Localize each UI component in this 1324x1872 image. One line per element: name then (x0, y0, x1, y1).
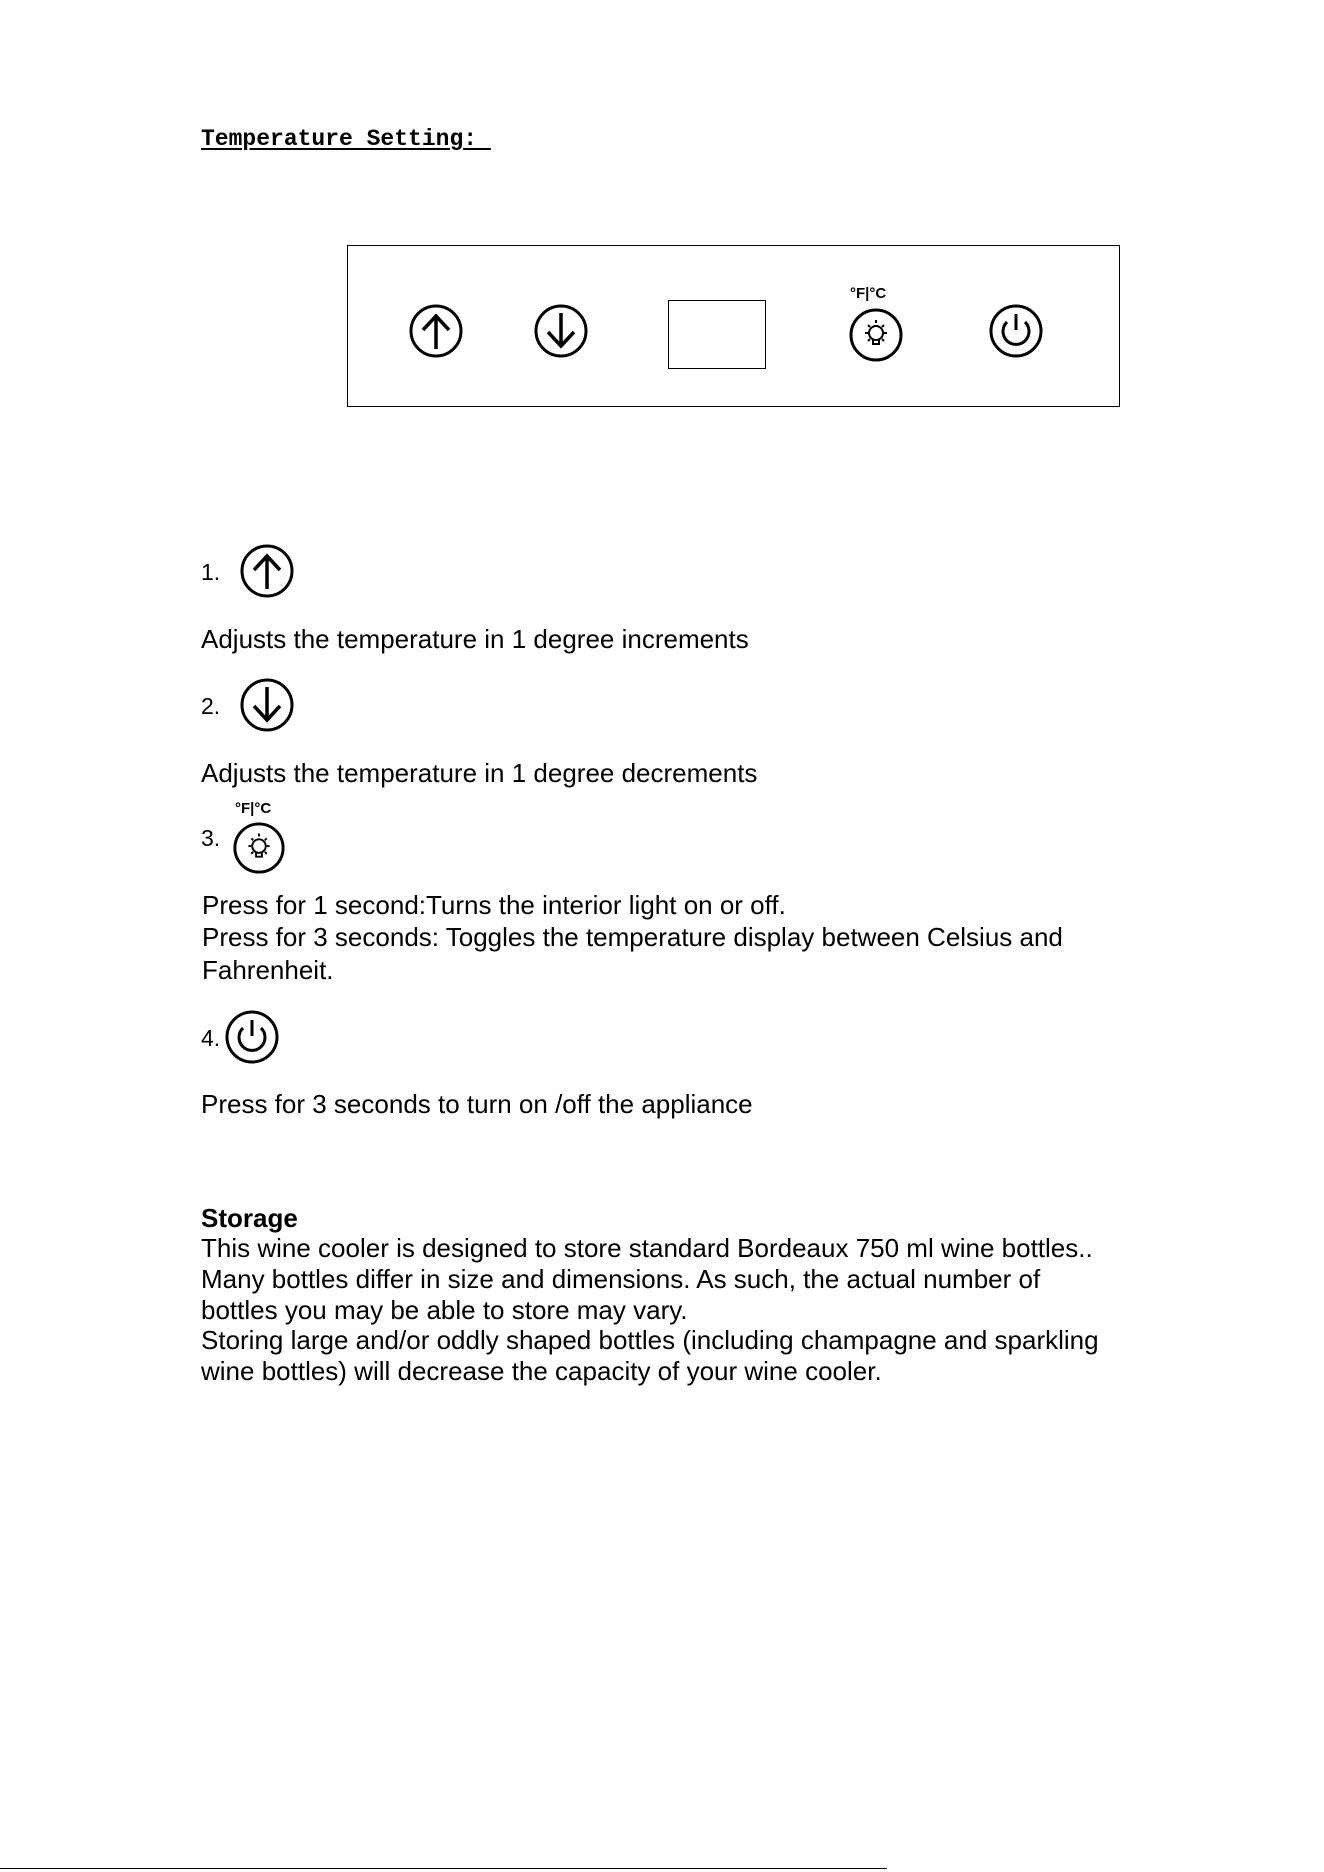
item-3-unit-label: °F|°C (235, 800, 272, 817)
item-4-number: 4. (201, 1025, 221, 1051)
item-3-description-line-2: Press for 3 seconds: Toggles the temperature display between Celsius and (202, 922, 1063, 952)
item-3-description-line-3: Fahrenheit. (202, 955, 334, 985)
power-icon (988, 303, 1044, 359)
temperature-display (668, 300, 766, 369)
up-arrow-icon (408, 303, 464, 359)
up-arrow-icon (239, 543, 295, 599)
power-icon (224, 1009, 280, 1065)
light-icon (232, 821, 286, 875)
storage-paragraph-line-3: bottles you may be able to store may vary. (201, 1295, 688, 1325)
section-heading: Temperature Setting: (201, 126, 491, 152)
down-arrow-icon (533, 303, 589, 359)
storage-paragraph-line-4: Storing large and/or oddly shaped bottles (including champagne and sparkling (201, 1325, 1099, 1355)
item-2-description: Adjusts the temperature in 1 degree decrements (201, 758, 758, 788)
item-2-number: 2. (201, 693, 221, 719)
control-panel-diagram (347, 245, 1120, 407)
storage-paragraph-line-5: wine bottles) will decrease the capacity of your wine cooler. (201, 1356, 882, 1386)
storage-heading: Storage (201, 1203, 298, 1233)
item-4-description: Press for 3 seconds to turn on /off the appliance (201, 1089, 753, 1119)
item-1-number: 1. (201, 559, 221, 585)
down-arrow-icon (239, 677, 295, 733)
item-1-description: Adjusts the temperature in 1 degree increments (201, 624, 749, 654)
item-3-description-line-1: Press for 1 second:Turns the interior light on or off. (202, 890, 786, 920)
light-icon (848, 307, 904, 363)
storage-paragraph-line-1: This wine cooler is designed to store standard Bordeaux 750 ml wine bottles.. (201, 1233, 1093, 1263)
footer-rule (0, 1868, 887, 1869)
item-3-number: 3. (201, 825, 221, 851)
unit-label: °F|°C (850, 285, 887, 302)
storage-paragraph-line-2: Many bottles differ in size and dimensions. As such, the actual number of (201, 1264, 1041, 1294)
